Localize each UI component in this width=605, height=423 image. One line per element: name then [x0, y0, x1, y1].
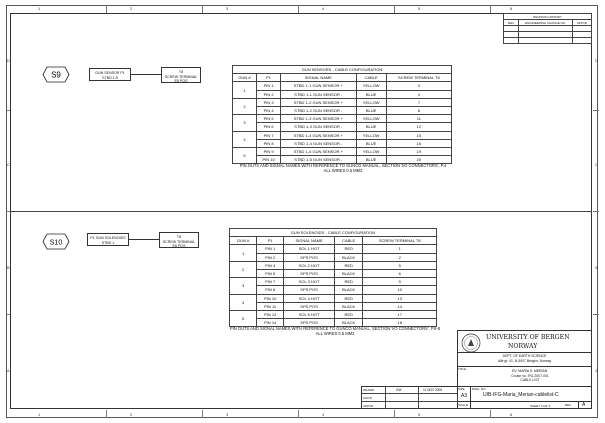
table-cell: 4	[386, 90, 451, 98]
approval-block	[361, 386, 457, 409]
grid-row-label: D	[595, 58, 598, 63]
column-header: SIGNAL NAME	[281, 74, 356, 82]
s10-note: PIN OUTS AND SIGNAL NAMES WITH REFERENCE TO GUNCO MANUAL, SECTION 'I/O CONNECTORS', P.6-8 ALL WIRES 0.5 MM2	[229, 326, 441, 336]
s9-tag: S9	[51, 70, 61, 80]
size-label: SIZE	[458, 387, 465, 391]
table-cell: 18	[363, 319, 437, 327]
table-cell: PIN 11	[257, 302, 284, 310]
table-cell: 10	[363, 286, 437, 294]
title-label: TITLE	[458, 367, 467, 371]
table-cell: PIN 3	[257, 98, 281, 106]
table-row	[230, 261, 437, 269]
table-cell: SOL 3 HOT	[284, 278, 335, 286]
table-cell: BLACK	[334, 319, 363, 327]
table-cell: PIN 14	[257, 319, 284, 327]
grid-column-label: 3	[226, 412, 229, 417]
grid-row-label: B	[7, 265, 10, 270]
table-cell: SOL 2 HOT	[284, 261, 335, 269]
size-value: A3	[461, 393, 468, 399]
grid-column-label: 4	[322, 6, 325, 11]
grid-row-label: C	[7, 162, 10, 167]
table-cell: 12	[386, 123, 451, 131]
gun-number: 1	[230, 245, 257, 261]
table-row	[230, 269, 437, 277]
department: DEPT. OF EARTH SCIENCE Allé gt. 41, N-5007 Bergen, Norway	[497, 354, 552, 363]
table-row	[233, 147, 452, 155]
table-row	[233, 90, 452, 98]
table-cell: PIN 1	[257, 245, 284, 253]
grid-column-label: 1	[38, 6, 41, 11]
s10-dest-box	[159, 232, 199, 248]
s10-cable-line	[129, 239, 159, 240]
table-row	[233, 106, 452, 114]
s9-source-box	[89, 68, 131, 81]
s10-hexagon	[42, 233, 70, 250]
table-cell: RED	[334, 245, 363, 253]
university-seal-icon	[461, 333, 481, 353]
university-name: UNIVERSITY OF BERGEN	[486, 334, 570, 341]
table-row	[230, 253, 437, 261]
s9-hexagon	[42, 66, 70, 83]
column-header: SCREW TERMINAL T8	[386, 74, 451, 82]
gun-number: 4	[233, 131, 257, 147]
table-row	[230, 245, 437, 253]
table-cell: YELLOW	[356, 98, 386, 106]
s10-tag: S10	[49, 239, 63, 247]
table-cell: SPS POS	[284, 319, 335, 327]
table-cell: RED	[334, 294, 363, 302]
table-row	[233, 82, 452, 90]
grid-column-label: 4	[322, 412, 325, 417]
table-cell: STBD 1-1 GUN SENSOR +	[281, 82, 356, 90]
table-cell: PIN 8	[257, 139, 281, 147]
table-cell: PIN 9	[257, 147, 281, 155]
table-cell: YELLOW	[356, 115, 386, 123]
table-cell: PIN 5	[257, 269, 284, 277]
table-cell: 6	[363, 269, 437, 277]
table-cell: PIN 7	[257, 131, 281, 139]
table-cell: SOL 4 HOT	[284, 294, 335, 302]
drawn-date: 11 NOV 2006	[423, 388, 443, 392]
grid-row-label: D	[7, 58, 10, 63]
table-cell: 2	[363, 253, 437, 261]
grid-row-label: A	[595, 368, 598, 373]
table-cell: SPS POS	[284, 286, 335, 294]
table-row	[230, 310, 437, 318]
table-cell: YELLOW	[356, 131, 386, 139]
table-cell: SPS POS	[284, 269, 335, 277]
table-cell: PIN 4	[257, 106, 281, 114]
ecn-col: ENGINEERING CHANGE NO.	[519, 20, 573, 26]
table-cell: PIN 7	[257, 278, 284, 286]
table-cell: 1	[363, 245, 437, 253]
table-cell: YELLOW	[356, 147, 386, 155]
table-cell: PIN 10	[257, 294, 284, 302]
table-cell: 17	[363, 310, 437, 318]
table-cell: STBD 1-5 GUN SENSOR +	[281, 147, 356, 155]
column-header: GUN #	[230, 237, 257, 245]
grid-column-label: 5	[418, 6, 421, 11]
table-cell: BLUE	[356, 106, 386, 114]
table-title: GUN SENSORS - CABLE CONFIGURATION	[233, 66, 452, 74]
appvd-label: APPVD	[363, 404, 374, 408]
table-cell: 11	[386, 115, 451, 123]
column-header: GUN #	[233, 74, 257, 82]
s9-cable-table	[232, 65, 452, 164]
table-cell: YELLOW	[356, 82, 386, 90]
column-header: SCREW TERMINAL T8	[363, 237, 437, 245]
table-cell: 16	[386, 139, 451, 147]
table-row	[230, 294, 437, 302]
revision-history-title: REVISION HISTORY	[504, 14, 592, 20]
column-header: SIGNAL NAME	[284, 237, 335, 245]
table-cell: BLUE	[356, 90, 386, 98]
gun-number: 2	[230, 261, 257, 277]
grid-column-label: 5	[418, 412, 421, 417]
table-row	[233, 131, 452, 139]
table-cell: PIN 1	[257, 82, 281, 90]
table-cell: BLUE	[356, 123, 386, 131]
drawing-title: RV 'MARIA S. MERIAN' Cruise no. IFG-2007-001 CABLE LIST	[511, 369, 549, 382]
s9-source-label: GUN SENSOR P1 STBD 1-5	[95, 71, 125, 80]
column-header: CABLE	[356, 74, 386, 82]
table-cell: 13	[363, 294, 437, 302]
table-cell: PIN 13	[257, 310, 284, 318]
grid-row-label: B	[595, 265, 598, 270]
gun-number: 5	[230, 310, 257, 326]
grid-column-label: 2	[130, 6, 133, 11]
table-cell: PIN 4	[257, 261, 284, 269]
table-cell: STBD 1-2 GUN SENSOR +	[281, 98, 356, 106]
table-cell: PIN 2	[257, 253, 284, 261]
table-row	[230, 302, 437, 310]
s9-dest-label: T8 SCREW TERMINAL E8 POS	[164, 70, 198, 83]
s10-source-box	[87, 233, 129, 246]
s9-cable-line	[131, 74, 161, 75]
rev-label: REV	[565, 403, 572, 407]
table-cell: 14	[363, 302, 437, 310]
table-cell: STBD 1-1 GUN SENSOR -	[281, 90, 356, 98]
table-row	[230, 286, 437, 294]
revision-history	[503, 13, 592, 44]
table-cell: STBD 1-3 GUN SENSOR +	[281, 115, 356, 123]
table-cell: SOL 5 HOT	[284, 310, 335, 318]
gun-number: 3	[233, 115, 257, 131]
sheet-number: SHEET 3 OF 3	[530, 404, 550, 408]
column-header: P1	[257, 74, 281, 82]
table-cell: 3	[386, 82, 451, 90]
table-row	[233, 123, 452, 131]
table-cell: STBD 1-4 GUN SENSOR -	[281, 139, 356, 147]
table-cell: BLACK	[334, 286, 363, 294]
s9-dest-box	[161, 67, 201, 83]
table-cell: SPS POS	[284, 302, 335, 310]
gun-number: 2	[233, 98, 257, 114]
table-row	[233, 115, 452, 123]
grid-row-label: A	[7, 368, 10, 373]
table-cell: SPS POS	[284, 253, 335, 261]
grid-column-label: 1	[38, 412, 41, 417]
s10-dest-label: T8 SCREW TERMINAL E8 POS	[162, 235, 196, 248]
grid-column-label: 6	[510, 6, 513, 11]
table-cell: STBD 1-3 GUN SENSOR -	[281, 123, 356, 131]
table-cell: RED	[334, 261, 363, 269]
drawn-by: GW	[396, 388, 402, 392]
grid-column-label: 6	[510, 412, 513, 417]
s9-note: PIN OUTS AND SIGNAL NAMES WITH REFERENCE TO GUNCO MANUAL, SECTION 'I/O CONNECTORS', P.4 ALL WIRES 0.5 MM2	[239, 163, 447, 173]
appvd-col: APPVD	[573, 20, 592, 26]
column-header: CABLE	[334, 237, 363, 245]
table-cell: STBD 1-5 GUN SENSOR -	[281, 156, 356, 164]
table-cell: SOL 1 HOT	[284, 245, 335, 253]
dwg-label: DWG. NO.	[472, 387, 487, 391]
university-country: NORWAY	[508, 343, 538, 350]
gun-number: 4	[230, 294, 257, 310]
gun-number: 5	[233, 147, 257, 163]
table-cell: BLACK	[334, 302, 363, 310]
table-cell: RED	[334, 278, 363, 286]
table-cell: PIN 8	[257, 286, 284, 294]
table-cell: 15	[386, 131, 451, 139]
table-title: GUN SOLENOIDS - CABLE CONFIGURATION	[230, 229, 437, 237]
scale-label: SCALE	[458, 403, 468, 407]
grid-column-label: 2	[130, 412, 133, 417]
s10-source-label: P1 GUN SOLENOIDS STBD 1	[90, 236, 126, 245]
table-cell: 9	[363, 278, 437, 286]
table-cell: BLACK	[334, 253, 363, 261]
table-cell: 8	[386, 106, 451, 114]
table-cell: BLACK	[334, 269, 363, 277]
grid-column-label: 3	[226, 6, 229, 11]
table-cell: BLUE	[356, 156, 386, 164]
gun-number: 1	[233, 82, 257, 98]
chk-label: CHK'D	[363, 396, 373, 400]
table-cell: BLUE	[356, 139, 386, 147]
drawing-number: UIB-IFG-Maria_Merian-cablelist-C	[483, 392, 559, 398]
table-cell: 19	[386, 147, 451, 155]
table-row	[233, 98, 452, 106]
table-cell: 7	[386, 98, 451, 106]
table-row	[233, 139, 452, 147]
table-cell: PIN 5	[257, 115, 281, 123]
table-cell: PIN 2	[257, 90, 281, 98]
rev-col: REV	[504, 20, 519, 26]
drawn-label: DRAWN	[363, 388, 375, 392]
table-cell: STBD 1-2 GUN SENSOR -	[281, 106, 356, 114]
grid-row-label: C	[595, 162, 598, 167]
table-cell: 5	[363, 261, 437, 269]
s10-cable-table	[229, 228, 437, 327]
gun-number: 3	[230, 278, 257, 294]
table-cell: PIN 10	[257, 156, 281, 164]
rev-value: A	[582, 402, 586, 408]
table-cell: RED	[334, 310, 363, 318]
table-cell: STBD 1-4 GUN SENSOR +	[281, 131, 356, 139]
section-divider	[10, 211, 592, 212]
table-cell: PIN 6	[257, 123, 281, 131]
column-header: P1	[257, 237, 284, 245]
table-row	[230, 278, 437, 286]
table-cell: 20	[386, 156, 451, 164]
